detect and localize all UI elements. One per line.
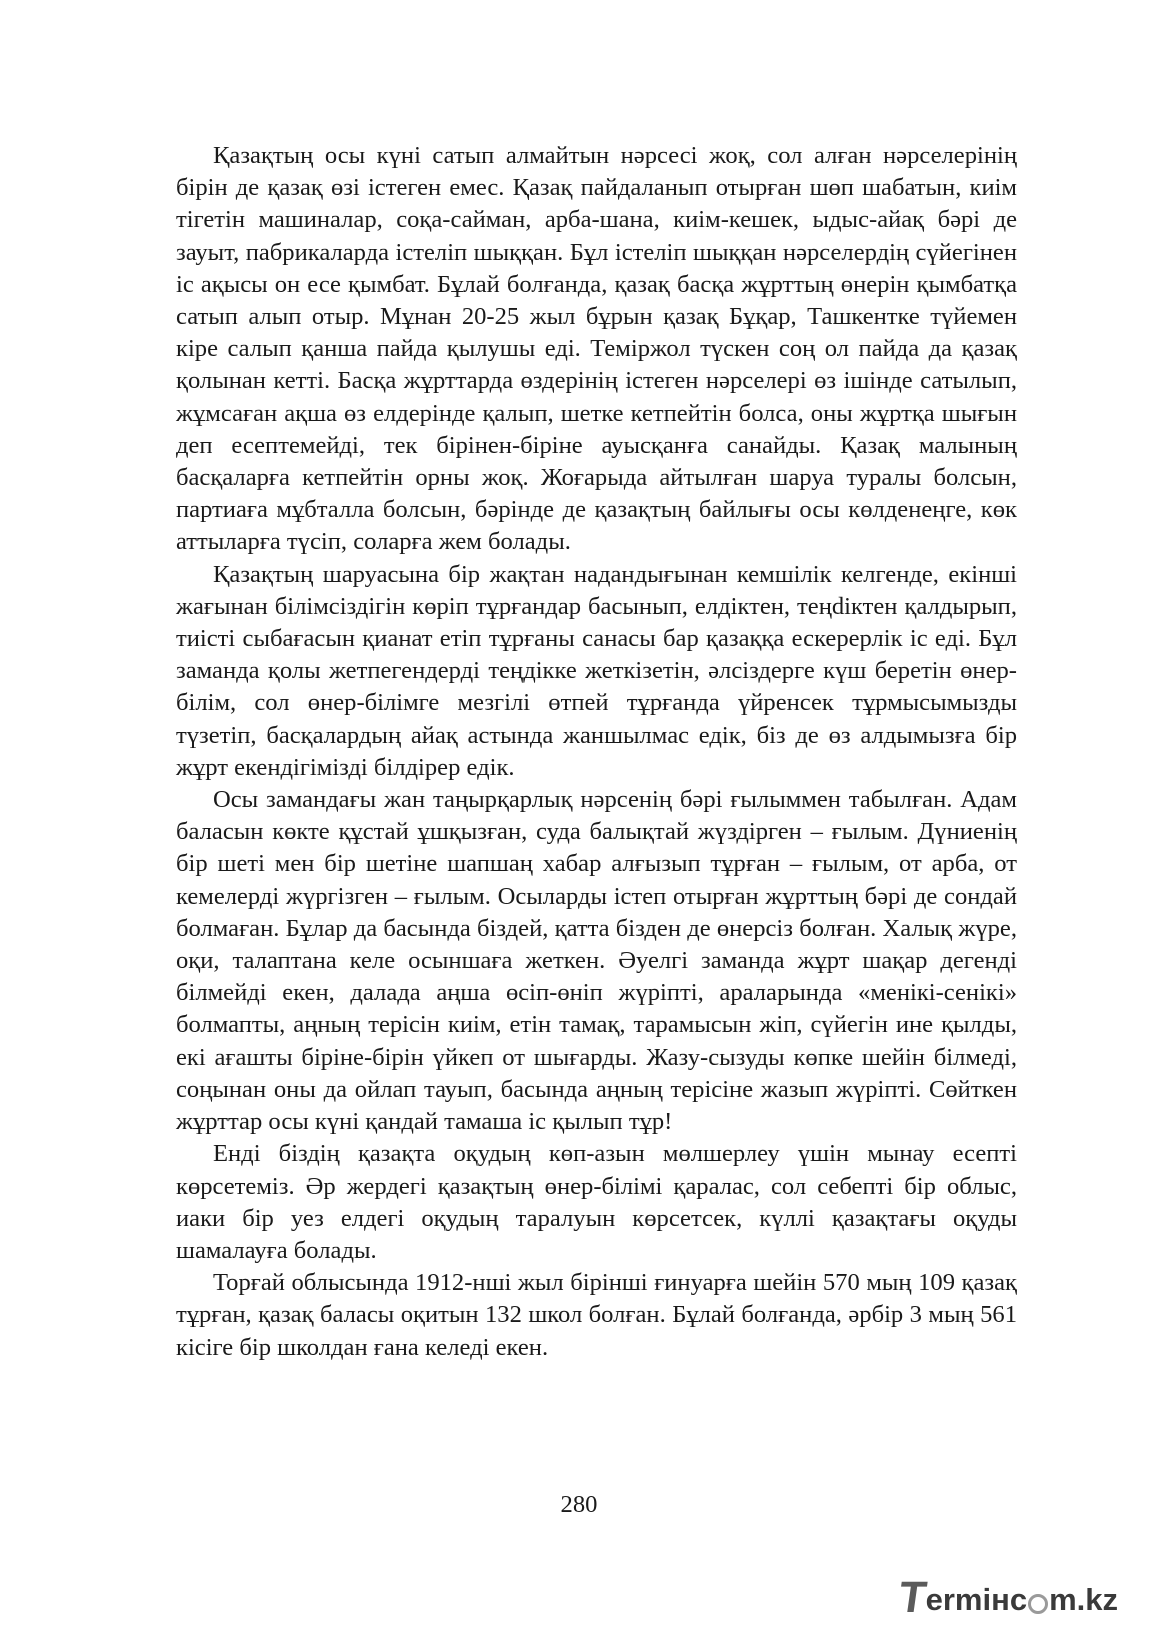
watermark-t-letter: T bbox=[895, 1573, 930, 1622]
page-number: 280 bbox=[560, 1491, 598, 1518]
termincom-watermark bbox=[895, 1573, 1118, 1622]
paragraph-4: Енді біздің қазақта оқудың көп-азын мөлшерлеу үшін мынау есепті көрсетеміз. Әр жердегі қазақтың өнер-білімі қаралас, сол себепті бір облыс, иаки бір уез елдегі оқудың таралуын көрсетсек, күллі қазақтағы оқуды шамалауға болады. bbox=[176, 1140, 1017, 1264]
watermark-text-start: ermінc bbox=[925, 1582, 1028, 1617]
watermark-text-end: m.kz bbox=[1049, 1582, 1118, 1617]
paragraph-2: Қазақтың шаруасына бір жақтан надандығынан кемшілік келгенде, екінші жағынан білімсіздігін көріп тұрғандар басынып, елдіктен, теңdіктен қалдырып, тиісті сыбағасын қианат етіп тұрғаны санасы бар қазаққа ескерерлік іс еді. Бұл заманда қолы жетпегендерді теңдікке жеткізетін, әлсіздерге күш беретін өнер-білім, сол өнер-білімге мезгілі өтпей тұрғанда үйренсек тұрмысымызды түзетіп, басқалардың айақ астында жаншылмас едік, біз де өз алдымызға бір жұрт екендігімізді білдірер едік. bbox=[176, 560, 1017, 781]
paragraph-1: Қазақтың осы күні сатып алмайтын нәрсесі жоқ, сол алған нәрселерінің бірін де қазақ өзі істеген емес. Қазақ пайдаланып отырған шөп шабатын, киім тігетін машиналар, соқа-сайман, арба-шана, киім-кешек, ыдыс-айақ бәрі де зауыт, пабрикаларда істеліп шыққан. Бұл істеліп шыққан нәрселердің сүйегінен іс ақысы он есе қымбат. Бұлай болғанда, қазақ басқа жұрттың өнерін қымбатқа сатып алып отыр. Мұнан 20-25 жыл бұрын қазақ Бұқар, Ташкентке түйемен кіре салып қанша пайда қылушы еді. Теміржол түскен соң ол пайда да қазақ қолынан кетті. Басқа жұрттарда өздерінің істеген нәрселері өз ішінде сатылып, жұмсаған ақша өз елдерінде қалып, шетке кетпейтін болса, оны жұртқа шығын деп есептемейді, тек бірінен-біріне ауысқанға санайды. Қазақ малының басқаларға кетпейтін орны жоқ. Жоғарыда айтылған шаруа туралы болсын, партиаға мұбталла болсын, бәрінде де қазақтың байлығы осы көлденеңге, көк аттыларға түсіп, соларға жем болады. bbox=[176, 142, 1017, 556]
page-body bbox=[176, 140, 1017, 1364]
paragraph-5: Торғай облысында 1912-нші жыл бірінші ғинуарға шейін 570 мың 109 қазақ тұрған, қазақ баласы оқитын 132 школ болған. Бұлай болғанда, әрбір 3 мың 561 кісіге бір школдан ғана келеді екен. bbox=[176, 1269, 1017, 1361]
paragraph-3: Осы замандағы жан таңырқарлық нәрсенің бәрі ғылыммен табылған. Адам баласын көкте құстай ұшқызған, суда балықтай жүздірген – ғылым. Дүниенің бір шеті мен бір шетіне шапшаң хабар алғызып тұрған – ғылым, от арба, от кемелерді жүргізген – ғылым. Осыларды істеп отырған жұрттың бәрі де сондай болмаған. Бұлар да басында біздей, қатта бізден де өнерсіз болған. Халық жүре, оқи, талаптана келе осыншаға жеткен. Әуелгі заманда жұрт шақар дегенді білмейді екен, далада аңша өсіп-өніп жүріпті, араларында «менікі-сенікі» болмапты, аңның терісін киім, етін тамақ, тарамысын жіп, сүйегін ине қылды, екі ағашты біріне-бірін үйкеп от шығарды. Жазу-сызуды көпке шейін білмеді, соңынан оны да ойлап тауып, басында аңның терісіне жазып жүріпті. Сөйткен жұрттар осы күні қандай тамаша іс қылып тұр! bbox=[176, 786, 1017, 1136]
watermark-circle-o-icon bbox=[1028, 1594, 1048, 1614]
